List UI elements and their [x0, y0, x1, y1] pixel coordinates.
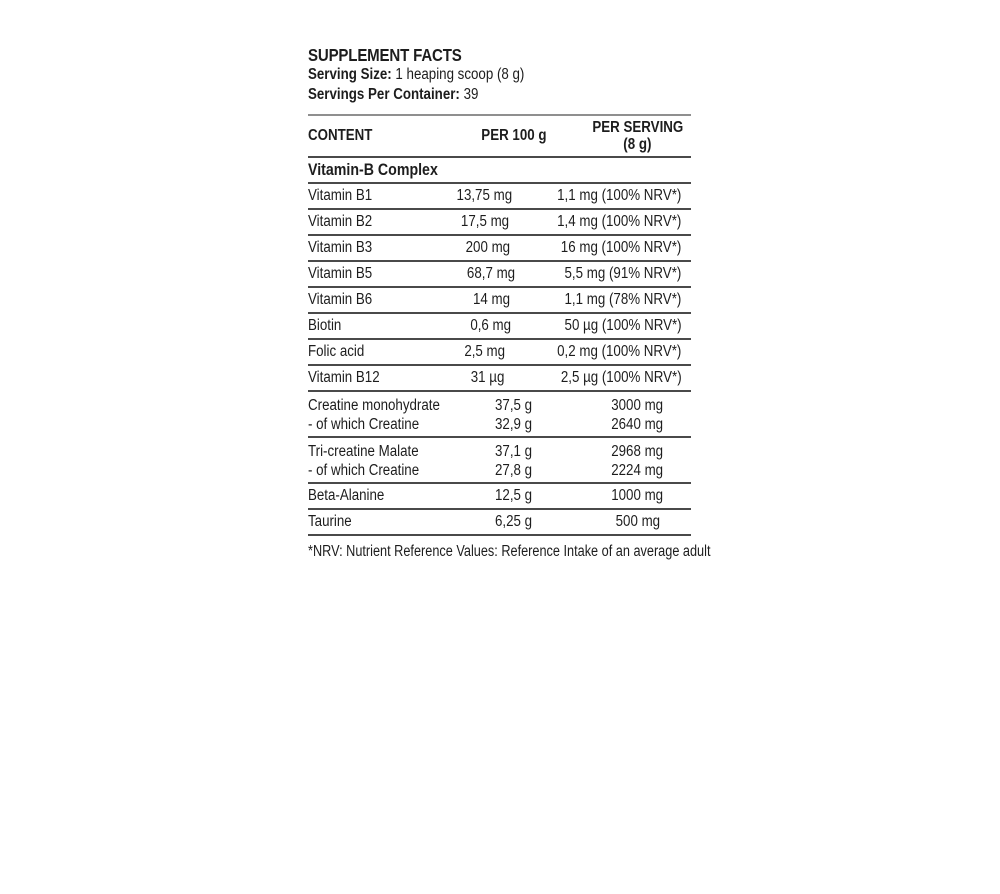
- per-serving-cell: 1,1 mg (100% NRV*): [556, 187, 681, 204]
- per-serving-cell: 5,5 mg (91% NRV*): [564, 265, 682, 282]
- table-row: [308, 314, 691, 340]
- per-100g-cell: 12,5 g: [495, 487, 533, 504]
- per-serving-cell: 3000 mg 2640 mg: [611, 397, 664, 433]
- content-cell: Vitamin B6: [308, 291, 373, 308]
- content-cell: Vitamin B2: [308, 213, 373, 230]
- table-header-row: [308, 114, 691, 158]
- per-serving-cell: 2968 mg 2224 mg: [611, 443, 664, 479]
- content-cell: Tri-creatine Malate - of which Creatine: [308, 443, 420, 479]
- per-100g-cell: 31 µg: [470, 369, 505, 386]
- table-row: [308, 262, 691, 288]
- per-100g-cell: 37,1 g 27,8 g: [495, 443, 533, 479]
- per-serving-cell: 1,4 mg (100% NRV*): [556, 213, 681, 230]
- per-100g-cell: 68,7 mg: [467, 265, 516, 282]
- table-row: [308, 340, 691, 366]
- serving-size-line: [308, 65, 691, 85]
- nrv-footnote: [308, 543, 711, 561]
- table-row: [308, 288, 691, 314]
- content-cell: Vitamin B3: [308, 239, 373, 256]
- table-row: [308, 510, 691, 536]
- content-cell: Vitamin B1: [308, 187, 373, 204]
- per-100g-cell: 2,5 mg: [464, 343, 505, 360]
- supplement-facts-table: [308, 114, 691, 536]
- supplement-facts-panel: [308, 45, 711, 561]
- table-row: [308, 438, 691, 484]
- per-serving-cell: 50 µg (100% NRV*): [564, 317, 682, 334]
- content-cell: Taurine: [308, 513, 352, 530]
- table-row: [308, 484, 691, 510]
- content-cell: Vitamin B12: [308, 369, 380, 386]
- per-serving-cell: 2,5 µg (100% NRV*): [560, 369, 682, 386]
- nrv-footnote-text: *NRV: Nutrient Reference Values: Reference Intake of an average adult: [308, 543, 711, 560]
- table-rows: [308, 158, 691, 536]
- per-100g-cell: 0,6 mg: [470, 317, 512, 334]
- supplement-facts-title-text: SUPPLEMENT FACTS: [308, 45, 462, 65]
- table-row: [308, 392, 691, 438]
- content-cell: Vitamin B5: [308, 265, 373, 282]
- content-cell: Biotin: [308, 317, 342, 334]
- servings-per-container-line: [308, 85, 691, 105]
- column-header-per-100g: PER 100 g: [481, 127, 547, 144]
- per-serving-cell: 1000 mg: [611, 487, 664, 504]
- content-cell: Creatine monohydrate - of which Creatine: [308, 397, 440, 433]
- per-serving-cell: 1,1 mg (78% NRV*): [564, 291, 682, 308]
- supplement-facts-title: [308, 45, 691, 65]
- column-header-per-serving: [570, 119, 691, 153]
- servings-per-container-label: Servings Per Container:: [308, 85, 460, 103]
- per-serving-cell: 500 mg: [615, 513, 660, 530]
- serving-size-value: 1 heaping scoop (8 g): [395, 66, 525, 83]
- section-header-row: [308, 158, 691, 184]
- table-row: [308, 184, 691, 210]
- per-100g-cell: 37,5 g 32,9 g: [495, 397, 533, 433]
- per-100g-cell: 14 mg: [472, 291, 510, 308]
- table-row: [308, 210, 691, 236]
- serving-size-label: Serving Size:: [308, 66, 392, 83]
- per-serving-cell: 16 mg (100% NRV*): [560, 239, 682, 256]
- section-header-label: Vitamin-B Complex: [308, 160, 438, 179]
- per-100g-cell: 17,5 mg: [460, 213, 509, 230]
- table-row: [308, 236, 691, 262]
- content-cell: Folic acid: [308, 343, 365, 360]
- per-100g-cell: 200 mg: [465, 239, 511, 256]
- content-cell: Beta-Alanine: [308, 487, 385, 504]
- per-serving-header-line1: PER SERVING: [592, 119, 683, 136]
- column-header-content: CONTENT: [308, 127, 373, 144]
- per-100g-cell: 13,75 mg: [456, 187, 513, 204]
- per-100g-cell: 6,25 g: [495, 513, 533, 530]
- servings-per-container-value: 39: [463, 85, 479, 103]
- per-serving-header-line2: (8 g): [623, 136, 652, 153]
- per-serving-cell: 0,2 mg (100% NRV*): [556, 343, 681, 360]
- table-row: [308, 366, 691, 392]
